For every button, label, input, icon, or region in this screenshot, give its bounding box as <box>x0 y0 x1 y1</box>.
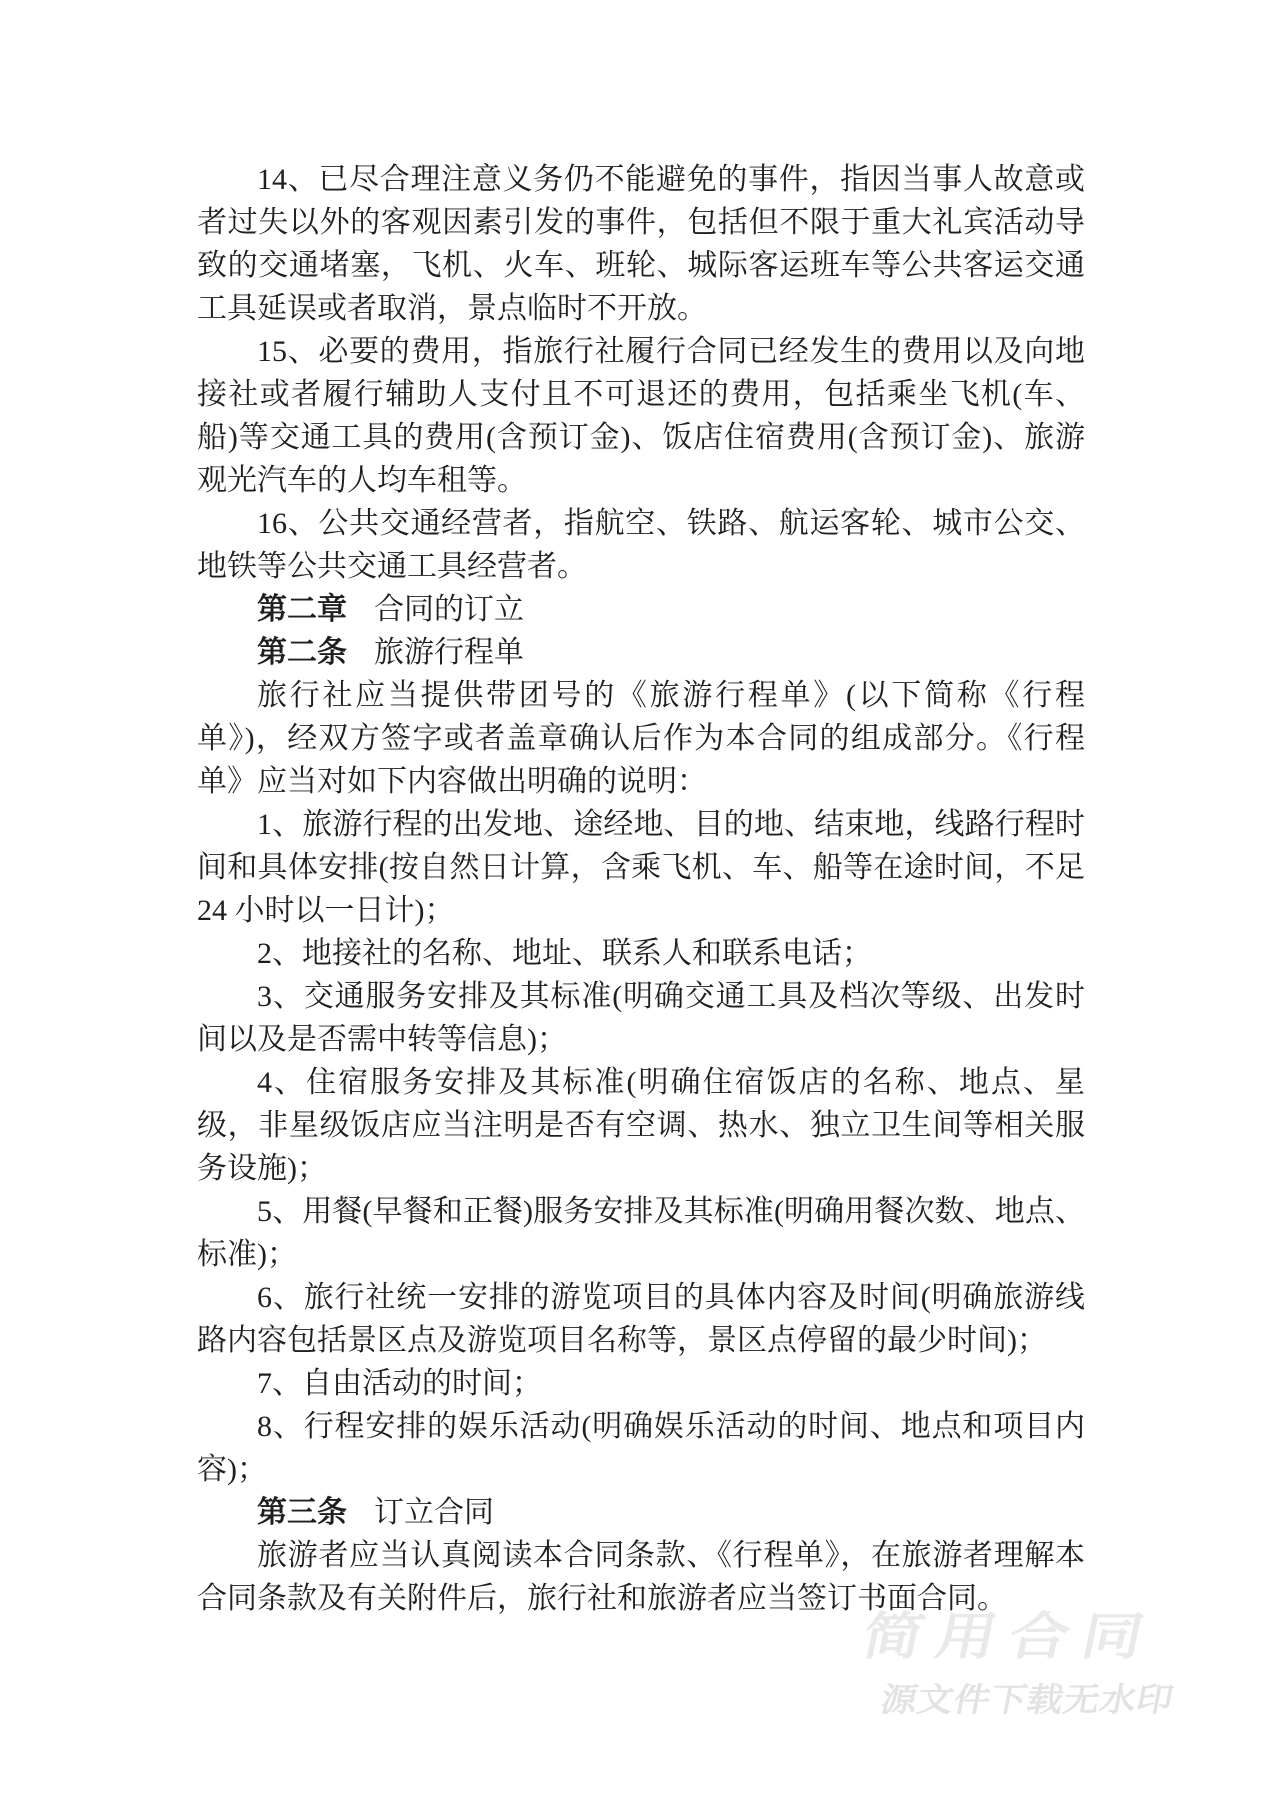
contract-text <box>197 158 1085 1620</box>
article-heading <box>197 631 1085 674</box>
article-heading <box>197 1491 1085 1534</box>
list-item: 7、自由活动的时间； <box>257 1367 542 1400</box>
list-item: 5、用餐(早餐和正餐)服务安排及其标准(明确用餐次数、地点、标准)； <box>197 1195 1085 1271</box>
clause-paragraph: 16、公共交通经营者，指航空、铁路、航运客轮、城市公交、地铁等公共交通工具经营者。 <box>197 507 1085 583</box>
clause-paragraph: 14、已尽合理注意义务仍不能避免的事件，指因当事人故意或者过失以外的客观因素引发的事件，包括但不限于重大礼宾活动导致的交通堵塞，飞机、火车、班轮、城际客运班车等公共客运交通工具延误或者取消，景点临时不开放。 <box>197 163 1085 325</box>
watermark-tagline: 源文件下载无水印 <box>877 1680 1177 1719</box>
list-item: 3、交通服务安排及其标准(明确交通工具及档次等级、出发时间以及是否需中转等信息)； <box>197 980 1085 1056</box>
article-number: 第三条 <box>257 1496 347 1529</box>
article-title: 订立合同 <box>374 1496 494 1529</box>
chapter-heading <box>197 588 1085 631</box>
list-item: 6、旅行社统一安排的游览项目的具体内容及时间(明确旅游线路内容包括景区点及游览项目名称等，景区点停留的最少时间)； <box>197 1281 1085 1357</box>
clause-paragraph: 旅行社应当提供带团号的《旅游行程单》(以下简称《行程单》)，经双方签字或者盖章确认后作为本合同的组成部分。《行程单》应当对如下内容做出明确的说明： <box>197 679 1085 798</box>
list-item: 8、行程安排的娱乐活动(明确娱乐活动的时间、地点和项目内容)； <box>197 1410 1085 1486</box>
clause-paragraph: 15、必要的费用，指旅行社履行合同已经发生的费用以及向地接社或者履行辅助人支付且不可退还的费用，包括乘坐飞机(车、船)等交通工具的费用(含预订金)、饭店住宿费用(含预订金)、旅游观光汽车的人均车租等。 <box>197 335 1085 497</box>
article-title: 旅游行程单 <box>374 636 524 669</box>
chapter-number: 第二章 <box>257 593 347 626</box>
list-item: 4、住宿服务安排及其标准(明确住宿饭店的名称、地点、星级，非星级饭店应当注明是否有空调、热水、独立卫生间等相关服务设施)； <box>197 1066 1085 1185</box>
article-number: 第二条 <box>257 636 347 669</box>
chapter-title: 合同的订立 <box>374 593 524 626</box>
watermark-logo-text: 简用合同 <box>857 1607 1162 1665</box>
clause-paragraph: 旅游者应当认真阅读本合同条款、《行程单》，在旅游者理解本合同条款及有关附件后，旅行社和旅游者应当签订书面合同。 <box>197 1539 1085 1615</box>
list-item: 1、旅游行程的出发地、途经地、目的地、结束地，线路行程时间和具体安排(按自然日计算，含乘飞机、车、船等在途时间，不足 24 小时以一日计)； <box>197 808 1085 927</box>
list-item: 2、地接社的名称、地址、联系人和联系电话； <box>257 937 872 970</box>
